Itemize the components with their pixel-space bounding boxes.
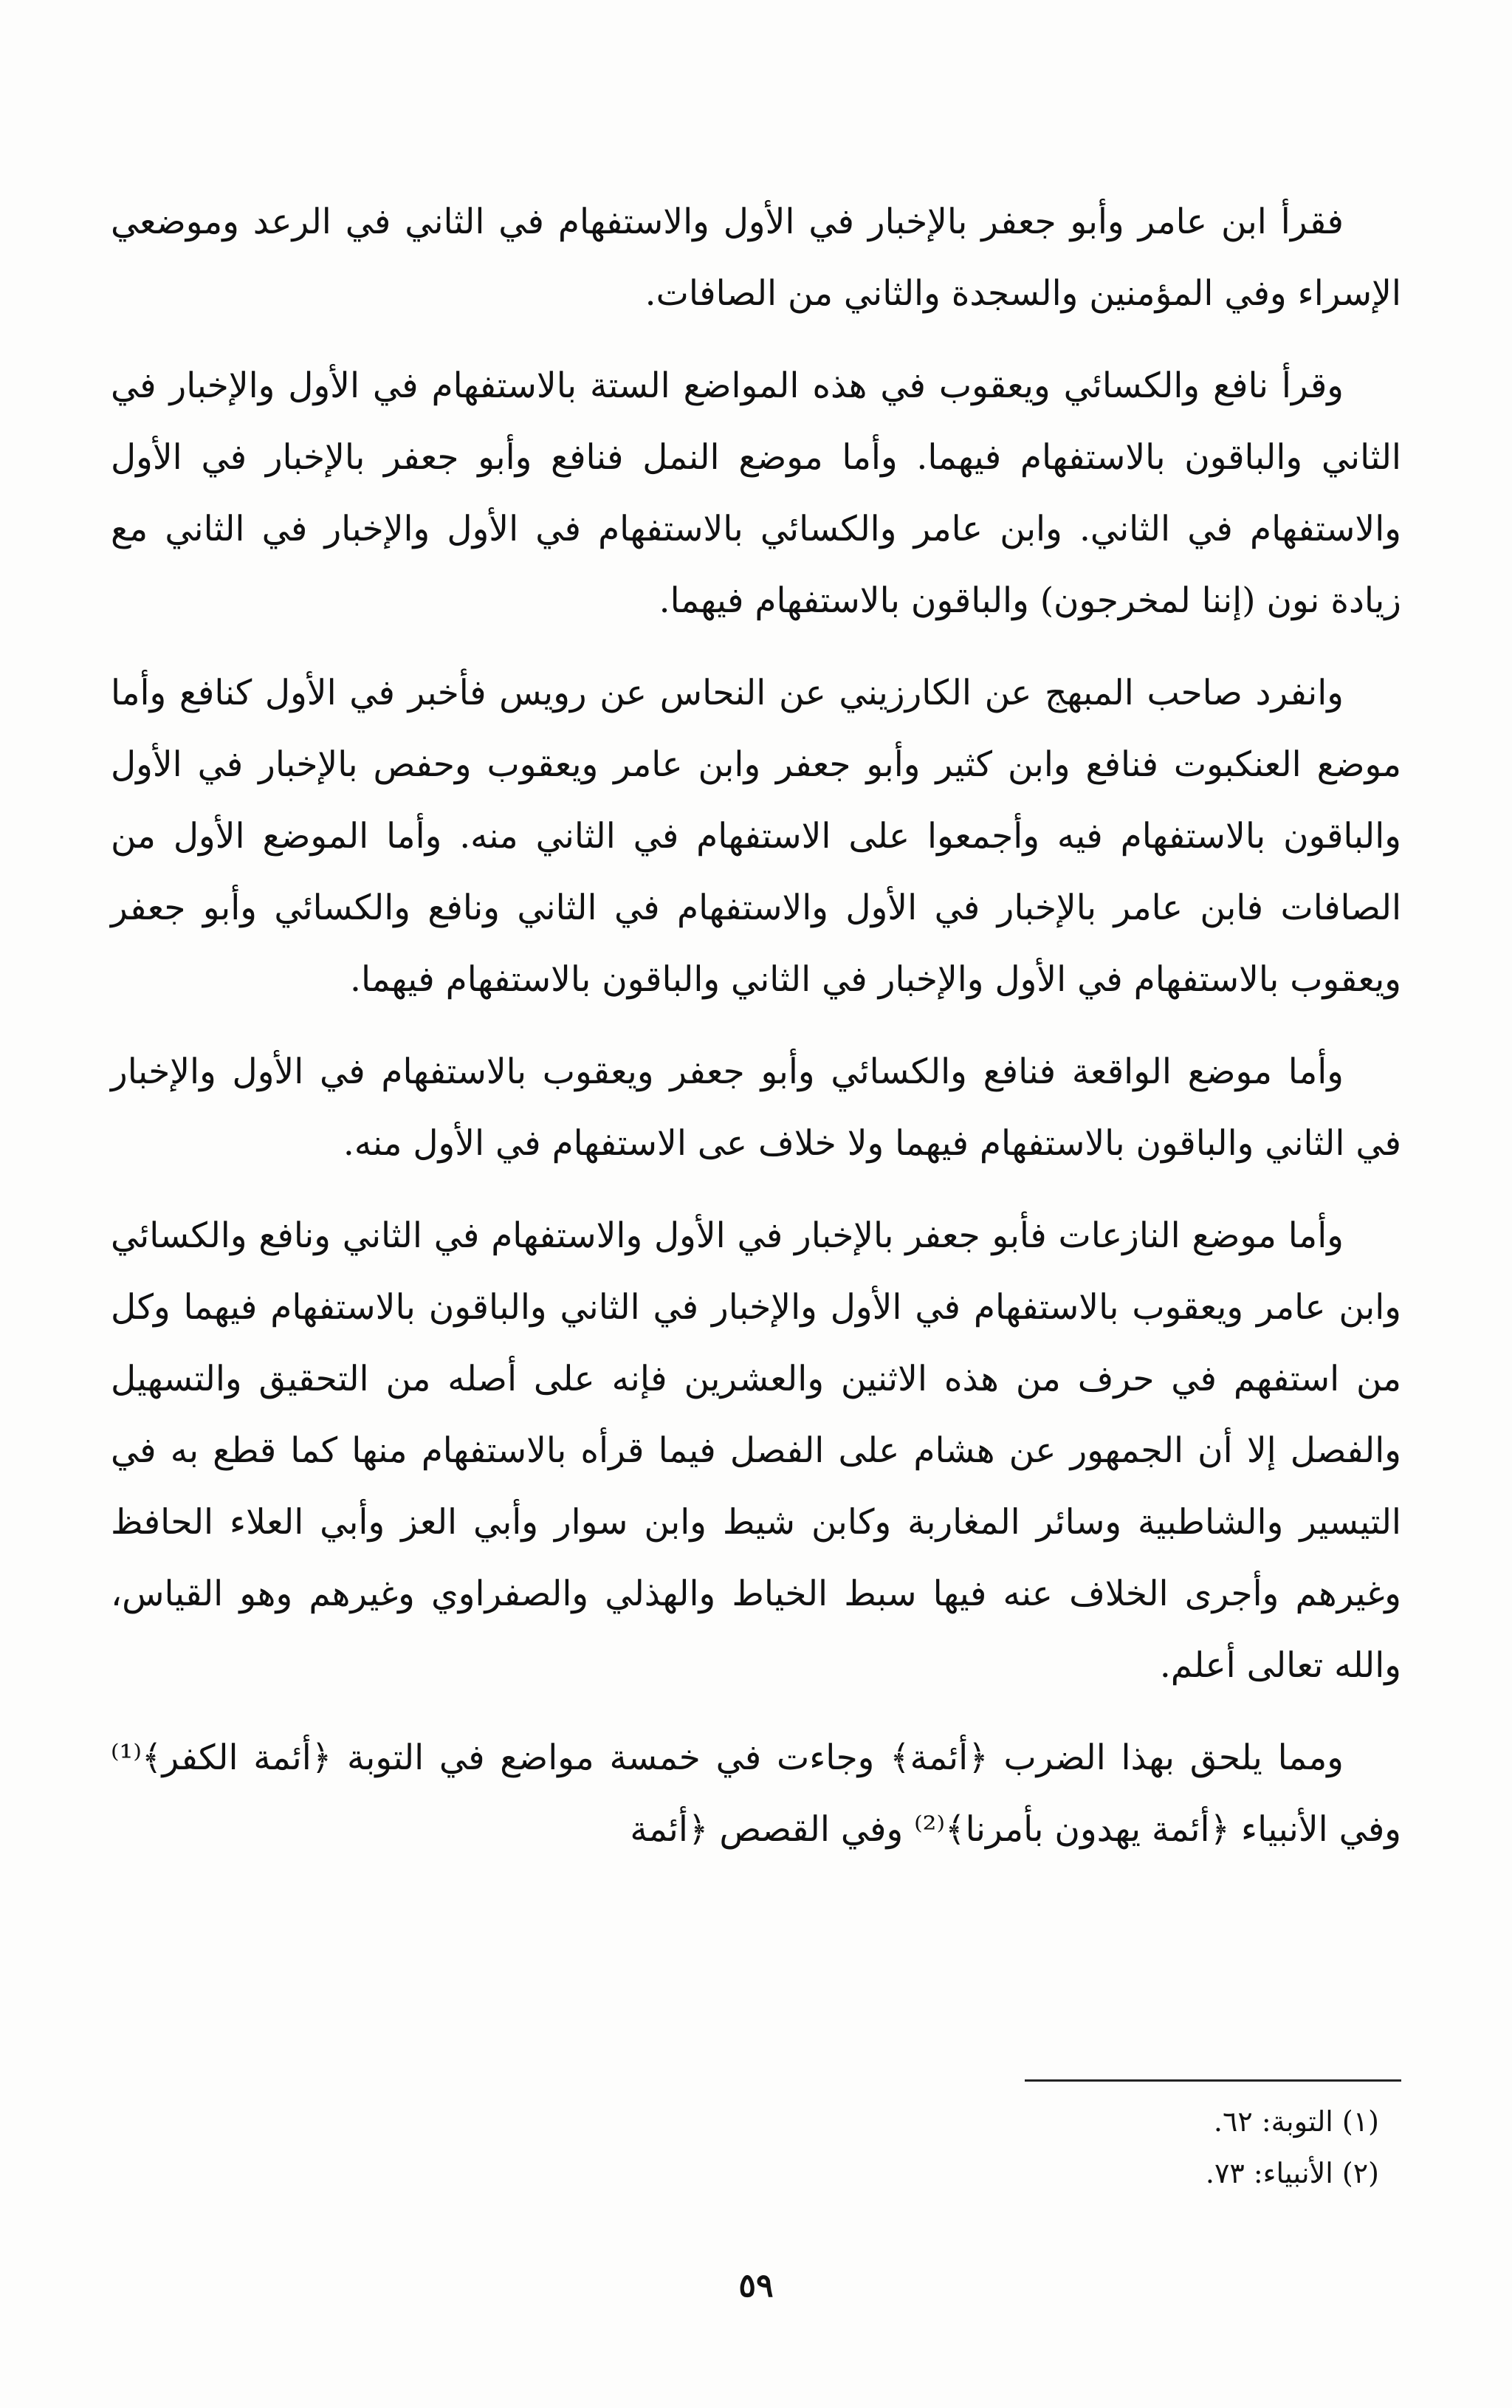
page-number: ٥٩ — [738, 2267, 774, 2305]
paragraph-2: وقرأ نافع والكسائي ويعقوب في هذه المواضع الستة بالاستفهام في الأول والإخبار في الثاني والباقون بالاستفهام فيهما. وأما موضع النمل فنافع وأبو جعفر بالإخبار في الأول والاستفهام في الثاني. وابن عامر والكسائي بالاستفهام في الأول والإخبار في الثاني مع زيادة نون (إننا لمخرجون) والباقون بالاستفهام فيهما. — [111, 366, 1401, 621]
paragraph-1: فقرأ ابن عامر وأبو جعفر بالإخبار في الأول والاستفهام في الثاني في الرعد وموضعي الإسراء وفي المؤمنين والسجدة والثاني من الصافات. — [111, 202, 1401, 314]
footnote-divider — [1025, 2079, 1401, 2082]
paragraph-4: وأما موضع الواقعة فنافع والكسائي وأبو جعفر ويعقوب بالاستفهام في الأول والإخبار في الثاني والباقون بالاستفهام فيهما ولا خلاف عى الاستفهام في الأول منه. — [111, 1052, 1401, 1164]
footnote-2: (٢) الأنبياء: ٧٣. — [1205, 2157, 1379, 2189]
footnotes — [111, 2096, 1401, 2199]
paragraph-5: وأما موضع النازعات فأبو جعفر بالإخبار في الأول والاستفهام في الثاني ونافع والكسائي وابن عامر ويعقوب بالاستفهام في الأول والإخبار في الثاني والباقون بالاستفهام فيهما وكل من استفهم في حرف من هذه الاثنين والعشرين فإنه على أصله من التحقيق والتسهيل والفصل إلا أن الجمهور عن هشام على الفصل فيما قرأه بالاستفهام منها كما قطع به في التيسير والشاطبية وسائر المغاربة وكابن شيط وابن سوار وأبي العز وأبي العلاء الحافظ وغيرهم وأجرى الخلاف عنه فيها سبط الخياط والهذلي والصفراوي وغيرهم وهو القياس، والله تعالى أعلم. — [111, 1215, 1401, 1686]
paragraph-6: ومما يلحق بهذا الضرب ﴿أئمة﴾ وجاءت في خمسة مواضع في التوبة ﴿أئمة الكفر﴾⁽¹⁾ وفي الأنبياء ﴿أئمة يهدون بأمرنا﴾⁽²⁾ وفي القصص ﴿أئمة — [111, 1738, 1401, 1850]
paragraph-3: وانفرد صاحب المبهج عن الكارزيني عن النحاس عن رويس فأخبر في الأول كنافع وأما موضع العنكبوت فنافع وابن كثير وأبو جعفر وابن عامر ويعقوب وحفص بالإخبار في الأول والباقون بالاستفهام فيه وأجمعوا على الاستفهام في الثاني منه. وأما الموضع الأول من الصافات فابن عامر بالإخبار في الأول والاستفهام في الثاني ونافع والكسائي وأبو جعفر ويعقوب بالاستفهام في الأول والإخبار في الثاني والباقون بالاستفهام فيهما. — [111, 673, 1401, 1000]
footnote-1: (١) التوبة: ٦٢. — [1213, 2105, 1379, 2138]
main-text — [111, 186, 1401, 1886]
